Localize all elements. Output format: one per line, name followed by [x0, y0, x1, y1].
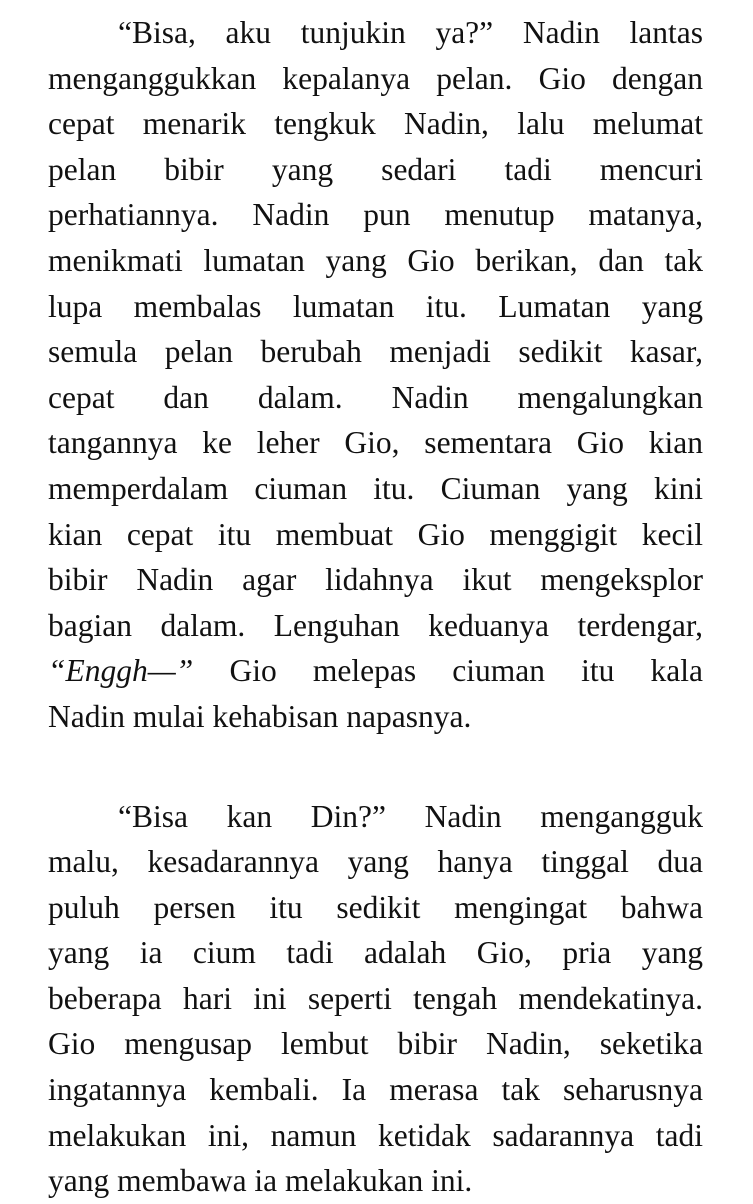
text-line: pelan bibir yang sedari tadi mencuri [48, 151, 703, 187]
text-line: cepat dan dalam. Nadin mengalungkan [48, 379, 703, 415]
text-line: Nadin mulai kehabisan napasnya. [48, 698, 472, 734]
text-line: yang membawa ia melakukan ini. [48, 1163, 473, 1199]
text-line: menganggukkan kepalanya pelan. Gio dengan [48, 60, 703, 96]
text-line: yang ia cium tadi adalah Gio, pria yang [48, 935, 703, 971]
text-line-rest: Gio melepas ciuman itu kala [193, 653, 703, 689]
text-line: menikmati lumatan yang Gio berikan, dan tak [48, 242, 703, 278]
text-line: “Bisa, aku tunjukin ya?” Nadin lantas [118, 15, 703, 50]
text-line: melakukan ini, namun ketidak sadarannya tadi [48, 1117, 703, 1153]
text-line: bagian dalam. Lenguhan keduanya terdengar, [48, 607, 703, 643]
text-line-with-italic [48, 648, 703, 694]
text-line: puluh persen itu sedikit mengingat bahwa [48, 889, 703, 925]
text-line: beberapa hari ini seperti tengah mendekatinya. [48, 980, 703, 1016]
text-line: semula pelan berubah menjadi sedikit kasar, [48, 334, 703, 370]
paragraph-1 [48, 10, 703, 740]
text-line: bibir Nadin agar lidahnya ikut mengeksplor [48, 562, 703, 598]
text-line: perhatiannya. Nadin pun menutup matanya, [48, 197, 703, 233]
paragraph-2 [48, 794, 703, 1204]
text-line: tangannya ke leher Gio, sementara Gio kian [48, 425, 703, 461]
text-line: kian cepat itu membuat Gio menggigit kecil [48, 516, 703, 552]
italic-sound-phrase: “Enggh—” [48, 653, 194, 689]
text-line: memperdalam ciuman itu. Ciuman yang kini [48, 470, 703, 506]
text-line: lupa membalas lumatan itu. Lumatan yang [48, 288, 703, 324]
text-line: Gio mengusap lembut bibir Nadin, seketika [48, 1026, 703, 1062]
text-line: cepat menarik tengkuk Nadin, lalu melumat [48, 106, 703, 142]
paragraph-gap [48, 740, 703, 794]
text-line: “Bisa kan Din?” Nadin mengangguk [118, 798, 703, 834]
book-page [48, 10, 703, 1204]
text-line: malu, kesadarannya yang hanya tinggal dua [48, 844, 703, 880]
text-line: ingatannya kembali. Ia merasa tak seharusnya [48, 1072, 703, 1108]
